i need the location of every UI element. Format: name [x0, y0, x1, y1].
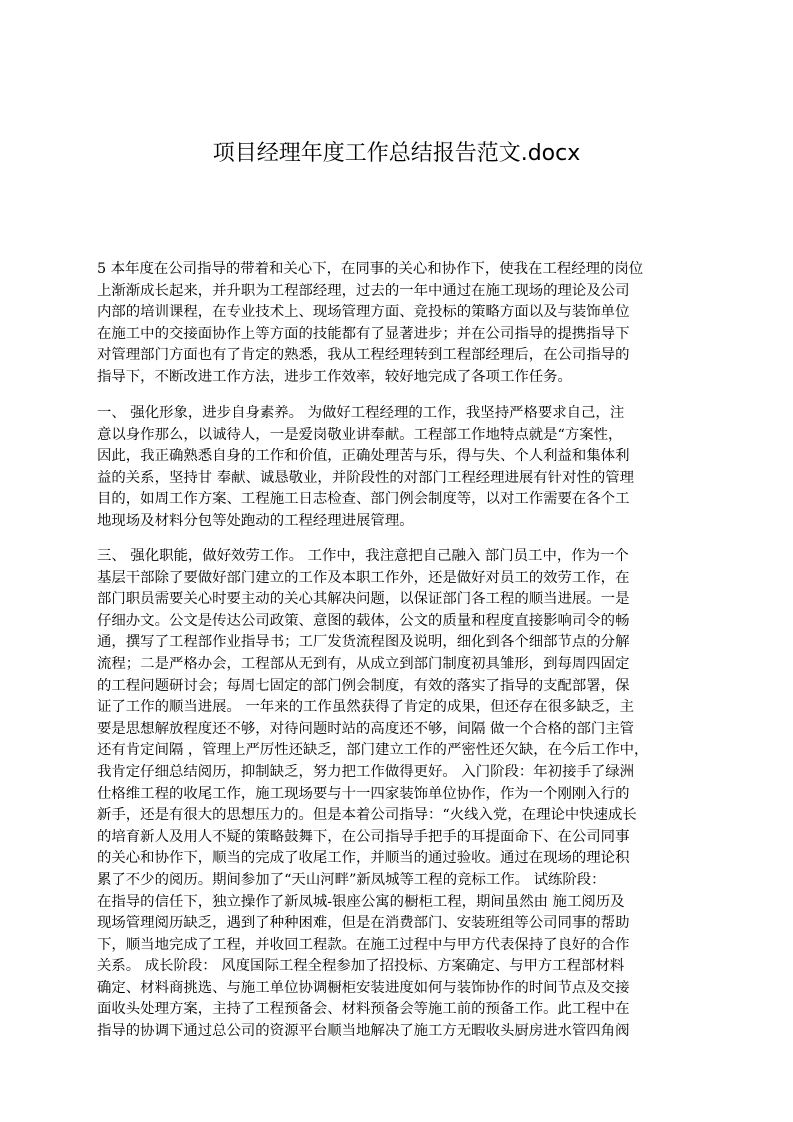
paragraph-line: 基层干部除了要做好部门建立的工作及本职工作外，还是做好对员工的效劳工作，在 — [97, 569, 630, 586]
paragraph-line: 流程；二是严格办会，工程部从无到有，从成立到部门制度初具雏形，到每周四固定 — [97, 655, 630, 672]
document-title: 项目经理年度工作总结报告范文.docx — [212, 141, 581, 166]
paragraph-line: 内部的培训课程，在专业技术上、现场管理方面、竞投标的策略方面以及与装饰单位 — [97, 304, 630, 321]
paragraph-intro — [97, 259, 697, 389]
paragraph-line: 意以身作那么，以诚待人，一是爱岗敬业讲奉献。工程部工作地特点就是“方案性， — [97, 426, 623, 443]
paragraph-line: 的工程问题研讨会；每周七固定的部门例会制度，有效的落实了指导的支配部署，保 — [97, 677, 630, 694]
paragraph-line: 的关心和协作下，顺当的完成了收尾工作，并顺当的通过验收。通过在现场的理论积 — [97, 850, 630, 867]
paragraph-line: 证了工作的顺当进展。 一年来的工作虽然获得了肯定的成果，但还存在很多缺乏，主 — [97, 699, 635, 716]
paragraph-line: 上渐渐成长起来，并升职为工程部经理，过去的一年中通过在施工现场的理论及公司 — [97, 282, 630, 299]
paragraph-line: 目的，如周工作方案、工程施工日志检查、部门例会制度等，以对工作需要在各个工 — [97, 491, 630, 508]
paragraph-line: 确定、材料商挑选、与施工单位协调橱柜安装进度如何与装饰协作的时间节点及交接 — [97, 979, 630, 996]
paragraph-line: 仕格维工程的收尾工作，施工现场要与十一四家装饰单位协作，作为一个刚刚入行的 — [97, 785, 630, 802]
paragraph-line: 在施工中的交接面协作上等方面的技能都有了显著进步；并在公司指导的提携指导下 — [97, 325, 630, 342]
paragraph-line: 地现场及材料分包等处跑动的工程经理进展管理。 — [97, 512, 414, 529]
paragraph-line: 指导的协调下通过总公司的资源平台顺当地解决了施工方无暇收头厨房进水管四角阀 — [97, 1023, 630, 1040]
paragraph-line: 对管理部门方面也有了肯定的熟悉，我从工程经理转到工程部经理后，在公司指导的 — [97, 347, 630, 364]
paragraph-line: 5 本年度在公司指导的带着和关心下，在同事的关心和协作下，使我在工程经理的岗位 — [97, 261, 644, 277]
paragraph-line: 现场管理阅历缺乏，遇到了种种困难，但是在消费部门、安装班组等公司同事的帮助 — [97, 915, 630, 932]
paragraph-line: 的培育新人及用人不疑的策略鼓舞下，在公司指导手把手的耳提面命下、在公司同事 — [97, 828, 630, 845]
paragraph-line: 累了不少的阅历。期间参加了“天山河畔”新凤城等工程的竞标工作。 试练阶段： — [97, 871, 606, 888]
paragraph-line: 通，撰写了工程部作业指导书；工厂发货流程图及说明，细化到各个细部节点的分解 — [97, 634, 630, 651]
paragraph-line: 因此，我正确熟悉自身的工作和价值，正确处理苦与乐，得与失、个人利益和集体利 — [97, 448, 630, 465]
paragraph-line: 一、 强化形象，进步自身素养。 为做好工程经理的工作，我坚持严格要求自己，注 — [97, 405, 625, 421]
paragraph-line: 部门职员需要关心时要主动的关心其解决问题，以保证部门各工程的顺当进展。一是 — [97, 591, 630, 608]
paragraph-line: 下，顺当地完成了工程，并收回工程款。在施工过程中与甲方代表保持了良好的合作 — [97, 936, 630, 953]
paragraph-line: 我肯定仔细总结阅历，抑制缺乏，努力把工作做得更好。 入门阶段：年初接手了绿洲 — [97, 763, 635, 780]
paragraph-line: 要是思想解放程度还不够，对待问题时站的高度还不够，间隔 做一个合格的部门主管 — [97, 720, 635, 737]
paragraph-line: 还有肯定间隔 ，管理上严厉性还缺乏，部门建立工作的严密性还欠缺，在今后工作中， — [97, 742, 649, 759]
paragraph-line: 三、 强化职能，做好效劳工作。 工作中，我注意把自己融入 部门员工中，作为一个 — [97, 548, 629, 564]
paragraph-line: 关系。 成长阶段： 风度国际工程全程参加了招投标、方案确定、与甲方工程部材料 — [97, 958, 625, 975]
paragraph-line: 新手，还是有很大的思想压力的。但是本着公司指导：“火线入党，在理论中快速成长 — [97, 807, 637, 824]
paragraph-line: 仔细办文。公文是传达公司政策、意图的载体，公文的质量和程度直接影响司令的畅 — [97, 612, 630, 629]
paragraph-section-one — [97, 403, 697, 533]
paragraph-section-three — [97, 546, 697, 1043]
paragraph-line: 面收头处理方案，主持了工程预备会、材料预备会等施工前的预备工作。此工程中在 — [97, 1001, 630, 1018]
paragraph-line: 指导下，不断改进工作方法，进步工作效率，较好地完成了各项工作任务。 — [97, 368, 572, 385]
paragraph-line: 益的关系，坚持甘 奉献、诚恳敬业，并阶段性的对部门工程经理进展有针对性的管理 — [97, 469, 635, 486]
paragraph-line: 在指导的信任下，独立操作了新凤城-银座公寓的橱柜工程，期间虽然由 施工阅历及 — [97, 893, 625, 910]
